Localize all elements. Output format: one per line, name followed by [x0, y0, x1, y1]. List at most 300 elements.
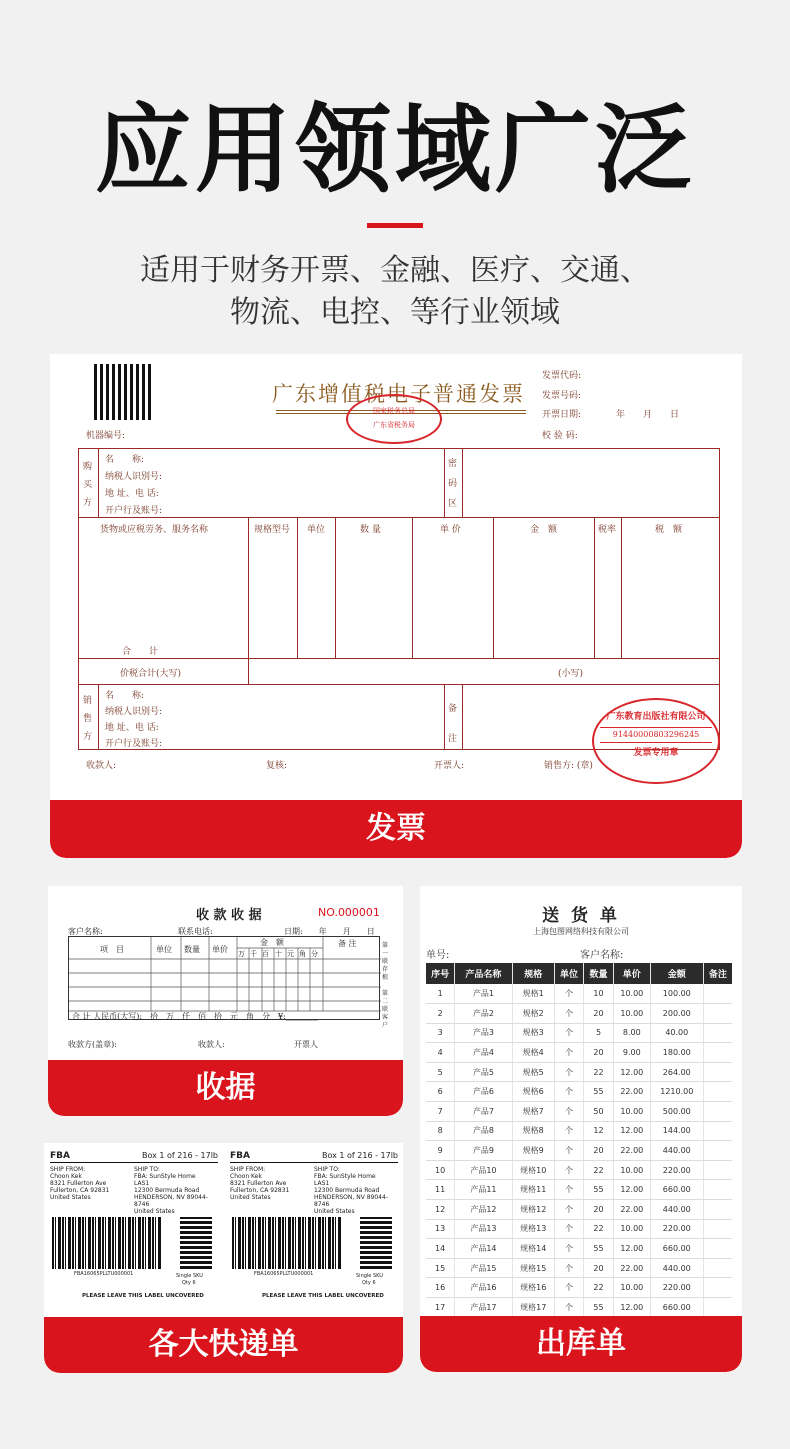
single-sku: Single SKU [176, 1273, 203, 1279]
table-row [426, 1219, 732, 1239]
grid-line [78, 517, 720, 518]
digit-header: 百 [262, 950, 269, 958]
table-cell: 220.00 [650, 1278, 703, 1298]
digit-header: 角 [299, 950, 306, 958]
handler-label: 开票人 [294, 1040, 318, 1049]
table-cell: 16 [426, 1278, 455, 1298]
table-cell: 产品8 [455, 1121, 512, 1141]
table-cell: 产品13 [455, 1219, 512, 1239]
stamp-seal-type: 发票专用章 [633, 748, 679, 758]
table-cell [703, 1043, 732, 1063]
table-cell [703, 1160, 732, 1180]
table-cell: 22.00 [613, 1141, 650, 1161]
stamp-text-bottom: 广东省税务局 [373, 421, 415, 429]
table-cell: 个 [554, 1023, 583, 1043]
table-cell: 15 [426, 1258, 455, 1278]
to-line: FBA: SunStyle Home [314, 1173, 376, 1180]
col-qty: 数 量 [360, 525, 381, 535]
table-row [426, 1004, 732, 1024]
to-line: FBA: SunStyle Home [134, 1173, 196, 1180]
seller-tax-label: 纳税人识别号: [105, 707, 163, 717]
grid-line [462, 448, 463, 517]
col-price: 单 价 [440, 525, 461, 535]
table-cell: 10.00 [613, 1160, 650, 1180]
table-cell: 产品4 [455, 1043, 512, 1063]
table-cell: 个 [554, 1219, 583, 1239]
table-row [426, 1278, 732, 1298]
client-label: 客户名称: [580, 950, 624, 961]
reviewer-label: 复核: [266, 761, 288, 771]
table-cell: 55 [584, 1082, 613, 1102]
page-title: 应用领域广泛 [95, 94, 695, 206]
table-cell: 规格13 [512, 1219, 554, 1239]
footer-note: PLEASE LEAVE THIS LABEL UNCOVERED [262, 1293, 384, 1299]
receipt-label: 收据 [48, 1060, 403, 1116]
table-cell: 规格17 [512, 1298, 554, 1318]
table-row [426, 1200, 732, 1220]
stamp-tax-number: 91440000803296245 [600, 727, 712, 743]
table-cell: 3 [426, 1023, 455, 1043]
seller-seal-label: 销售方: (章) [544, 761, 593, 771]
col-remark: 备 注 [338, 939, 357, 948]
invoice-date-units: 年 月 日 [616, 410, 680, 420]
qty-label: Qty 6 [182, 1280, 196, 1286]
buyer-addr-label: 地 址、电 话: [105, 489, 159, 499]
table-cell: 规格7 [512, 1102, 554, 1122]
table-cell [703, 1121, 732, 1141]
receipt-number: NO.000001 [318, 906, 380, 919]
stamp-company-name: 广东教育出版社有限公司 [606, 712, 706, 722]
table-cell: 产品2 [455, 1004, 512, 1024]
remark-label: 备注 [448, 704, 458, 744]
ship-from-label: SHIP FROM: [50, 1166, 86, 1173]
table-cell: 20 [584, 1004, 613, 1024]
to-line: LAS1 [314, 1180, 330, 1187]
ship-to-label: SHIP TO: [134, 1166, 160, 1173]
barcode-icon [52, 1217, 162, 1269]
grid-line [621, 517, 622, 658]
subtitle-line-1: 适用于财务开票、金融、医疗、交通、 [140, 253, 650, 288]
table-cell: 规格8 [512, 1121, 554, 1141]
table-cell: 22 [584, 1160, 613, 1180]
table-cell: 12.00 [613, 1180, 650, 1200]
table-cell: 22.00 [613, 1258, 650, 1278]
table-row [426, 1102, 732, 1122]
table-cell [703, 1102, 732, 1122]
table-body [426, 984, 732, 1317]
table-cell [703, 1258, 732, 1278]
table-cell: 规格5 [512, 1062, 554, 1082]
ship-to-block [134, 1166, 220, 1215]
table-cell: 产品10 [455, 1160, 512, 1180]
table-cell: 产品7 [455, 1102, 512, 1122]
table-cell [703, 1062, 732, 1082]
column-header: 单位 [554, 963, 583, 984]
table-cell: 440.00 [650, 1200, 703, 1220]
table-cell: 10 [426, 1160, 455, 1180]
table-cell: 规格11 [512, 1180, 554, 1200]
to-line: LAS1 [134, 1180, 150, 1187]
table-cell [703, 1219, 732, 1239]
table-cell: 产品15 [455, 1258, 512, 1278]
table-row [426, 1239, 732, 1259]
table-cell: 产品3 [455, 1023, 512, 1043]
delivery-company: 上海包图网络科技有限公司 [533, 927, 629, 936]
table-cell: 12.00 [613, 1121, 650, 1141]
table-cell: 个 [554, 1102, 583, 1122]
col-qty: 数量 [184, 945, 200, 954]
table-cell: 22 [584, 1062, 613, 1082]
table-cell: 20 [584, 1258, 613, 1278]
from-line: United States [50, 1194, 91, 1201]
table-cell: 200.00 [650, 1004, 703, 1024]
subtitle-line-2: 物流、电控、等行业领域 [230, 295, 560, 330]
table-cell: 个 [554, 1121, 583, 1141]
table-cell: 产品6 [455, 1082, 512, 1102]
table-cell: 1210.00 [650, 1082, 703, 1102]
table-cell: 7 [426, 1102, 455, 1122]
delivery-note-card [420, 886, 742, 1372]
box-info: Box 1 of 216 - 17lb [321, 1151, 398, 1160]
fba-code: FBA16065PLLTU000001 [74, 1271, 134, 1277]
digit-header: 分 [311, 950, 318, 958]
table-cell: 个 [554, 1298, 583, 1318]
table-cell: 规格2 [512, 1004, 554, 1024]
table-cell: 10 [584, 984, 613, 1004]
table-cell: 1 [426, 984, 455, 1004]
delivery-table [426, 963, 732, 1318]
table-cell: 11 [426, 1180, 455, 1200]
payee-label: 收款人: [86, 761, 117, 771]
invoice-number-label: 发票号码: [542, 391, 582, 401]
qr-code-icon [360, 1217, 392, 1269]
shipping-label-2 [230, 1151, 400, 1299]
to-line: 12300 Bermuda Road [314, 1187, 380, 1194]
table-cell: 12.00 [613, 1298, 650, 1318]
to-line: United States [134, 1208, 175, 1215]
table-cell: 12 [426, 1200, 455, 1220]
table-cell: 12.00 [613, 1239, 650, 1259]
grid-line [335, 517, 336, 658]
digit-header: 万 [238, 950, 245, 958]
table-cell: 10.00 [613, 984, 650, 1004]
table-cell: 10.00 [613, 1278, 650, 1298]
table-cell: 13 [426, 1219, 455, 1239]
single-sku: Single SKU [356, 1273, 383, 1279]
table-cell [703, 1200, 732, 1220]
table-cell [703, 984, 732, 1004]
table-cell: 8 [426, 1121, 455, 1141]
table-cell: 规格6 [512, 1082, 554, 1102]
table-cell: 22 [584, 1278, 613, 1298]
order-no-label: 单号: [426, 950, 450, 961]
table-cell: 440.00 [650, 1141, 703, 1161]
table-cell [703, 1082, 732, 1102]
grid-line [594, 517, 595, 658]
grid-line [98, 448, 99, 517]
table-cell: 660.00 [650, 1180, 703, 1200]
table-cell: 个 [554, 1180, 583, 1200]
to-line: 12300 Bermuda Road [134, 1187, 200, 1194]
grid-line [78, 658, 720, 659]
table-cell: 产品1 [455, 984, 512, 1004]
table-cell: 个 [554, 1258, 583, 1278]
table-cell: 规格15 [512, 1258, 554, 1278]
table-cell: 产品11 [455, 1180, 512, 1200]
table-cell: 个 [554, 1239, 583, 1259]
table-cell [703, 1004, 732, 1024]
to-line: United States [314, 1208, 355, 1215]
table-cell: 规格16 [512, 1278, 554, 1298]
table-cell [703, 1298, 732, 1318]
table-cell: 180.00 [650, 1043, 703, 1063]
table-cell: 55 [584, 1239, 613, 1259]
col-item: 项 目 [100, 945, 124, 954]
grid-line [444, 684, 445, 750]
table-cell: 10.00 [613, 1102, 650, 1122]
column-header: 数量 [584, 963, 613, 984]
seller-label: 销售方 [83, 696, 93, 742]
table-cell: 9 [426, 1141, 455, 1161]
buyer-name-label: 名 称: [105, 455, 145, 465]
table-cell: 规格12 [512, 1200, 554, 1220]
table-cell: 20 [584, 1043, 613, 1063]
ship-to-label: SHIP TO: [314, 1166, 340, 1173]
title-underline [367, 223, 423, 228]
table-row [426, 1062, 732, 1082]
to-line: HENDERSON, NV 89044-8746 [314, 1194, 388, 1208]
table-cell: 40.00 [650, 1023, 703, 1043]
table-cell [703, 1141, 732, 1161]
table-header [426, 963, 732, 984]
table-row [426, 1121, 732, 1141]
side-note-2: 第二联客户 [382, 990, 389, 1029]
table-cell: 20 [584, 1200, 613, 1220]
contact-label: 联系电话: [178, 927, 213, 936]
table-row [426, 984, 732, 1004]
table-cell: 个 [554, 1278, 583, 1298]
column-header: 规格 [512, 963, 554, 984]
fba-mark: FBA [50, 1151, 70, 1161]
table-row [426, 1141, 732, 1161]
table-cell: 220.00 [650, 1219, 703, 1239]
from-line: Fullerton, CA 92831 [230, 1187, 290, 1194]
table-cell: 22 [584, 1219, 613, 1239]
digit-header: 千 [250, 950, 257, 958]
grid-line [98, 684, 99, 750]
from-line: Choon Kek [230, 1173, 262, 1180]
buyer-tax-label: 纳税人识别号: [105, 472, 163, 482]
express-card [44, 1143, 403, 1373]
ship-from-block [50, 1166, 130, 1201]
buyer-label: 购买方 [83, 462, 93, 508]
table-cell: 个 [554, 1141, 583, 1161]
check-code-label: 校 验 码: [542, 431, 578, 441]
delivery-title: 送 货 单 [542, 906, 620, 926]
table-cell: 50 [584, 1102, 613, 1122]
total-label: 合 计 [122, 647, 159, 657]
table-cell: 660.00 [650, 1298, 703, 1318]
column-header: 备注 [703, 963, 732, 984]
date-label: 日期: 年 月 日 [284, 927, 375, 936]
qr-code-icon [180, 1217, 212, 1269]
col-unit: 单位 [156, 945, 172, 954]
digit-header: 十 [275, 950, 282, 958]
table-row [426, 1298, 732, 1318]
table-cell: 55 [584, 1298, 613, 1318]
col-goods: 货物或应税劳务、服务名称 [100, 525, 209, 535]
table-cell: 440.00 [650, 1258, 703, 1278]
seller-addr-label: 地 址、电 话: [105, 723, 159, 733]
table-cell: 55 [584, 1180, 613, 1200]
table-cell: 规格14 [512, 1239, 554, 1259]
table-cell: 产品16 [455, 1278, 512, 1298]
company-stamp [592, 698, 720, 784]
col-amount: 金 额 [530, 525, 558, 535]
table-cell: 个 [554, 1082, 583, 1102]
receipt-title: 收 款 收 据 [196, 908, 262, 923]
grid-line [462, 684, 463, 750]
machine-no-label: 机器编号: [86, 431, 126, 441]
table-cell: 5 [426, 1062, 455, 1082]
grid-line [78, 684, 720, 685]
col-spec: 规格型号 [254, 525, 291, 535]
footer-note: PLEASE LEAVE THIS LABEL UNCOVERED [82, 1293, 204, 1299]
qr-code-icon [94, 364, 152, 420]
total-line: 合 计 人民币(大写): 拾 万 仟 佰 拾 元 角 分 ¥:________ [72, 1012, 318, 1021]
fba-mark: FBA [230, 1151, 250, 1161]
customer-label: 客户名称: [68, 927, 103, 936]
table-cell: 144.00 [650, 1121, 703, 1141]
column-header: 金额 [650, 963, 703, 984]
table-cell: 10.00 [613, 1219, 650, 1239]
table-cell: 个 [554, 1043, 583, 1063]
receiver-label: 收款人: [198, 1040, 225, 1049]
seller-bank-label: 开户行及账号: [105, 739, 163, 749]
table-cell: 个 [554, 1004, 583, 1024]
table-cell: 10.00 [613, 1004, 650, 1024]
table-cell: 产品5 [455, 1062, 512, 1082]
table-cell: 规格10 [512, 1160, 554, 1180]
table-cell: 500.00 [650, 1102, 703, 1122]
table-cell: 产品14 [455, 1239, 512, 1259]
table-row [426, 1160, 732, 1180]
express-label: 各大快递单 [44, 1317, 403, 1373]
table-cell: 6 [426, 1082, 455, 1102]
to-line: HENDERSON, NV 89044-8746 [134, 1194, 208, 1208]
from-line: Choon Kek [50, 1173, 82, 1180]
ship-from-block [230, 1166, 310, 1201]
digit-header: 元 [287, 950, 294, 958]
col-rate: 税率 [598, 525, 617, 535]
table-cell: 20 [584, 1141, 613, 1161]
table-cell: 规格9 [512, 1141, 554, 1161]
table-cell [703, 1023, 732, 1043]
from-line: 8321 Fullerton Ave [50, 1180, 107, 1187]
col-price: 单价 [212, 945, 228, 954]
total-words-label: 价税合计(大写) [120, 669, 182, 679]
grid-line [297, 517, 298, 658]
table-cell: 产品12 [455, 1200, 512, 1220]
grid-line [412, 517, 413, 658]
cipher-label: 密码区 [448, 459, 458, 509]
table-cell: 12.00 [613, 1062, 650, 1082]
table-cell: 规格1 [512, 984, 554, 1004]
table-cell [703, 1239, 732, 1259]
invoice-code-label: 发票代码: [542, 371, 582, 381]
table-cell: 5 [584, 1023, 613, 1043]
col-amount: 金 额 [260, 938, 284, 947]
table-cell: 规格4 [512, 1043, 554, 1063]
invoice-date-label: 开票日期: [542, 410, 582, 420]
table-cell [703, 1180, 732, 1200]
table-cell [703, 1278, 732, 1298]
barcode-icon [232, 1217, 342, 1269]
table-cell: 660.00 [650, 1239, 703, 1259]
table-cell: 产品17 [455, 1298, 512, 1318]
drawer-label: 开票人: [434, 761, 465, 771]
delivery-label: 出库单 [420, 1316, 742, 1372]
table-cell: 22.00 [613, 1200, 650, 1220]
table-row [426, 1258, 732, 1278]
table-cell: 个 [554, 1160, 583, 1180]
col-unit: 单位 [307, 525, 326, 535]
table-cell: 规格3 [512, 1023, 554, 1043]
table-cell: 个 [554, 984, 583, 1004]
from-line: United States [230, 1194, 271, 1201]
table-row [426, 1082, 732, 1102]
invoice-title: 广东增值税电子普通发票 [272, 382, 525, 406]
table-row [426, 1043, 732, 1063]
table-cell: 个 [554, 1062, 583, 1082]
from-line: Fullerton, CA 92831 [50, 1187, 110, 1194]
table-cell: 14 [426, 1239, 455, 1259]
tax-bureau-stamp [346, 394, 442, 444]
ship-to-block [314, 1166, 400, 1215]
table-cell: 产品9 [455, 1141, 512, 1161]
table-cell: 22.00 [613, 1082, 650, 1102]
table-cell: 220.00 [650, 1160, 703, 1180]
table-cell: 9.00 [613, 1043, 650, 1063]
page-subtitle [0, 250, 790, 334]
fba-code: FBA16065PLLTU000001 [254, 1271, 314, 1277]
col-tax: 税 额 [655, 525, 683, 535]
invoice-card [50, 354, 742, 858]
column-header: 序号 [426, 963, 455, 984]
stamp-text-top: 国家税务总局 [373, 407, 415, 415]
table-cell: 12 [584, 1121, 613, 1141]
grid-line [248, 517, 249, 684]
table-cell: 4 [426, 1043, 455, 1063]
payer-label: 收款方(盖章): [68, 1040, 117, 1049]
table-cell: 2 [426, 1004, 455, 1024]
table-cell: 个 [554, 1200, 583, 1220]
table-cell: 264.00 [650, 1062, 703, 1082]
from-line: 8321 Fullerton Ave [230, 1180, 287, 1187]
side-note-1: 第一联存根 [382, 942, 389, 981]
invoice-label: 发票 [50, 800, 742, 858]
buyer-bank-label: 开户行及账号: [105, 506, 163, 516]
table-row [426, 1180, 732, 1200]
small-amount-label: (小写) [558, 669, 584, 679]
table-cell: 100.00 [650, 984, 703, 1004]
ship-from-label: SHIP FROM: [230, 1166, 266, 1173]
column-header: 单价 [613, 963, 650, 984]
grid-line [444, 448, 445, 517]
shipping-label-1 [50, 1151, 220, 1299]
table-cell: 8.00 [613, 1023, 650, 1043]
box-info: Box 1 of 216 - 17lb [141, 1151, 218, 1160]
